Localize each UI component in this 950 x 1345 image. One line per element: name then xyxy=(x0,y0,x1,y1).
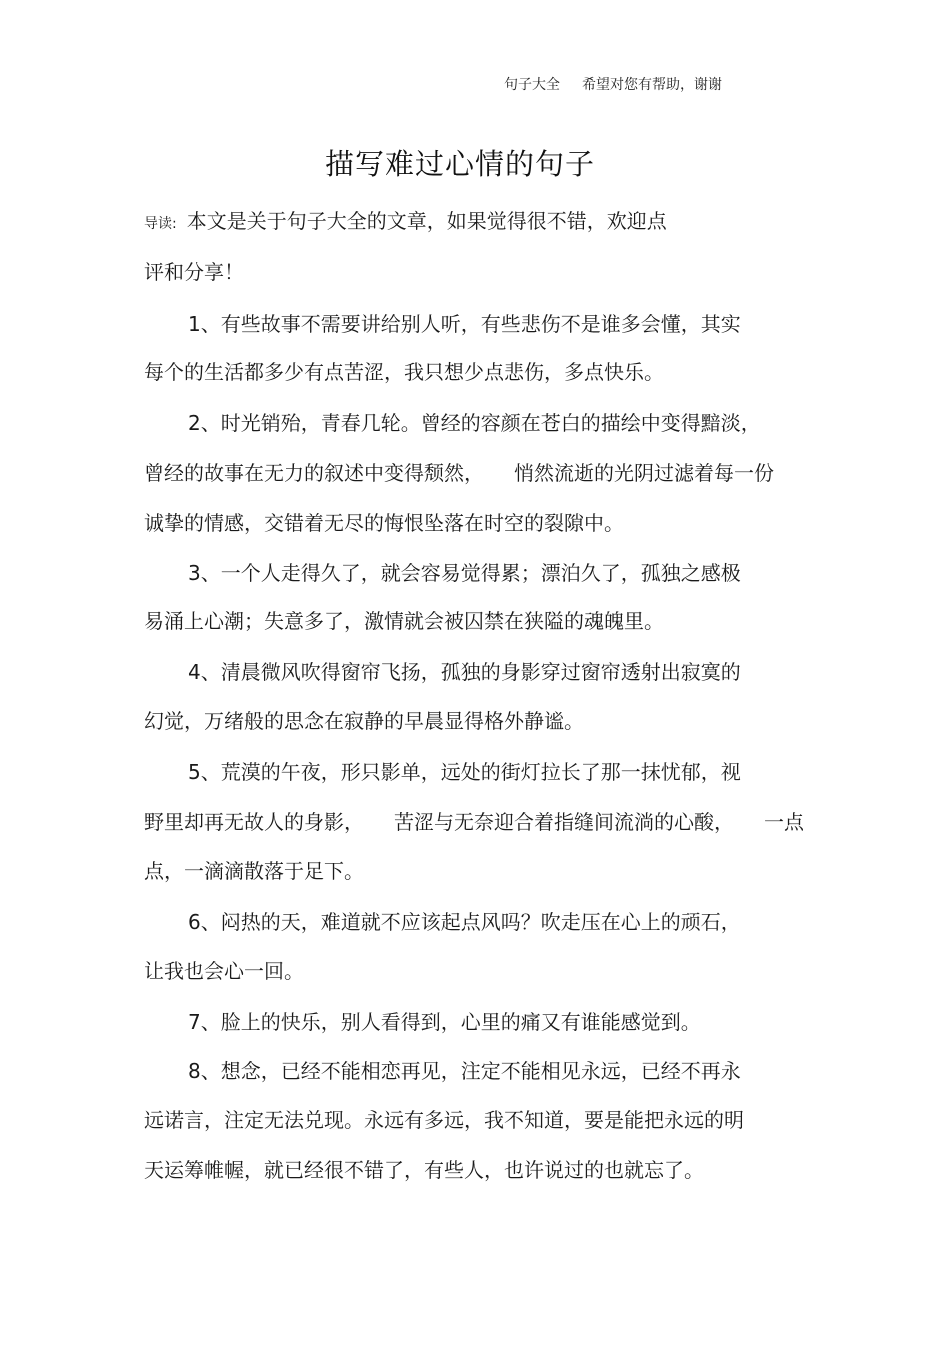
paragraph-8-line-2: 远诺言，注定无法兑现。永远有多远，我不知道，要是能把永远的明 xyxy=(144,1108,744,1132)
paragraph-5-line-2-part-2: 苦涩与无奈迎合着指缝间流淌的心酸， xyxy=(394,810,734,834)
paragraph-2-line-1: 2、时光销殆，青春几轮。曾经的容颜在苍白的描绘中变得黯淡， xyxy=(188,411,761,435)
paragraph-2-line-2-part-2: 悄然流逝的光阴过滤着每一份 xyxy=(514,461,774,485)
paragraph-2-line-3: 诚挚的情感，交错着无尽的悔恨坠落在时空的裂隙中。 xyxy=(144,511,624,535)
paragraph-6-line-2: 让我也会心一回。 xyxy=(144,959,304,983)
lead-label: 导读: xyxy=(144,216,177,232)
paragraph-7-line-1: 7、脸上的快乐，别人看得到，心里的痛又有谁能感觉到。 xyxy=(188,1010,701,1034)
paragraph-8-line-1: 8、想念，已经不能相恋再见，注定不能相见永远，已经不再永 xyxy=(188,1059,741,1083)
paragraph-5-line-3: 点，一滴滴散落于足下。 xyxy=(144,859,364,883)
page-header xyxy=(504,74,722,94)
lead-line-1 xyxy=(144,205,667,234)
header-thanks-text: 希望对您有帮助，谢谢 xyxy=(582,77,722,93)
paragraph-5-line-2-part-1: 野里却再无故人的身影， xyxy=(144,810,364,834)
lead-text-1: 本文是关于句子大全的文章，如果觉得很不错，欢迎点 xyxy=(186,209,667,233)
paragraph-5-line-2 xyxy=(144,806,804,835)
paragraph-3-line-2: 易涌上心潮；失意多了，激情就会被囚禁在狭隘的魂魄里。 xyxy=(144,609,664,633)
paragraph-2-line-2-part-1: 曾经的故事在无力的叙述中变得颓然， xyxy=(144,461,484,485)
paragraph-3-line-1: 3、一个人走得久了，就会容易觉得累；漂泊久了，孤独之感极 xyxy=(188,561,741,585)
paragraph-6-line-1: 6、闷热的天，难道就不应该起点风吗？吹走压在心上的顽石， xyxy=(188,910,741,934)
paragraph-1-line-1: 1、有些故事不需要讲给别人听，有些悲伤不是谁多会懂，其实 xyxy=(188,312,741,336)
paragraph-5-line-1: 5、荒漠的午夜，形只影单，远处的街灯拉长了那一抹忧郁，视 xyxy=(188,760,741,784)
paragraph-5-line-2-part-3: 一点 xyxy=(764,810,804,834)
header-site-name: 句子大全 xyxy=(504,77,560,93)
paragraph-4-line-2: 幻觉，万绪般的思念在寂静的早晨显得格外静谧。 xyxy=(144,709,584,733)
paragraph-1-line-2: 每个的生活都多少有点苦涩，我只想少点悲伤，多点快乐。 xyxy=(144,360,664,384)
page-title: 描写难过心情的句子 xyxy=(324,147,595,181)
paragraph-2-line-2 xyxy=(144,457,774,486)
lead-line-2: 评和分享！ xyxy=(144,260,244,284)
paragraph-8-line-3: 天运筹帷幄，就已经很不错了，有些人，也许说过的也就忘了。 xyxy=(144,1158,704,1182)
paragraph-4-line-1: 4、清晨微风吹得窗帘飞扬，孤独的身影穿过窗帘透射出寂寞的 xyxy=(188,660,741,684)
